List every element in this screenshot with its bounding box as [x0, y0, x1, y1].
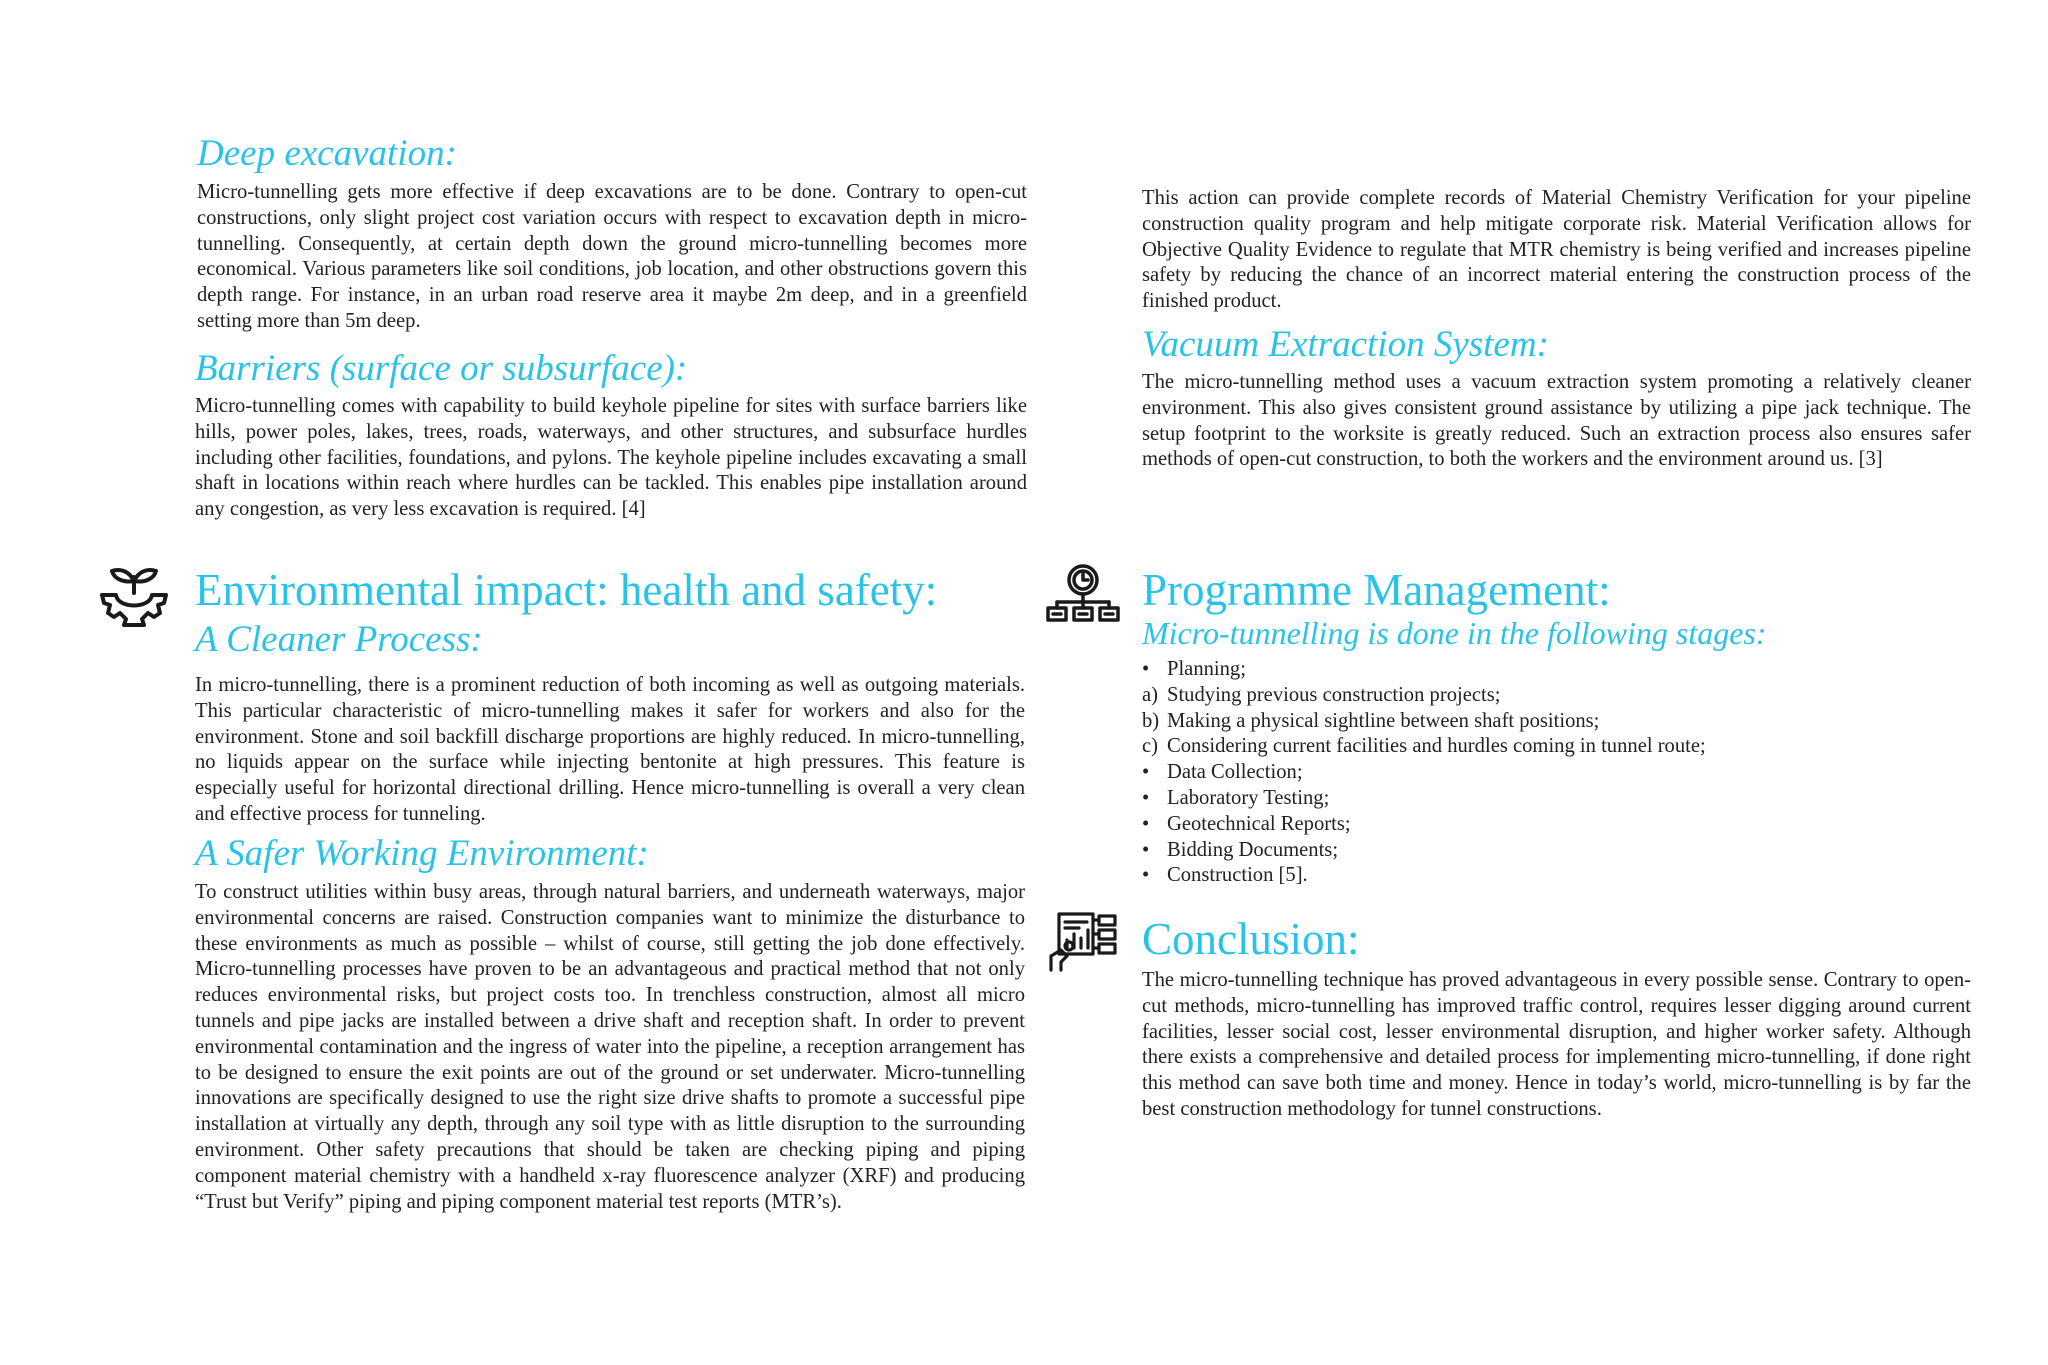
list-item: • Data Collection; [1142, 761, 1303, 784]
programme-management-heading: Programme Management: [1142, 565, 1611, 615]
report-analysis-icon [1047, 910, 1121, 976]
intro-text: This action can provide complete records of Material Chemistry Verification for your pipeline construction quality program and help mitigate corporate risk. Material Verification allows for Objective Quality Evidence to regulate that MTR chemistry is being verified and increases pipeline safety by reducing the chance of an incorrect material entering the construction process of the finished product. [1142, 187, 1971, 313]
list-item: • Planning; [1142, 658, 1246, 680]
list-item: • Geotechnical Reports; [1142, 812, 1351, 835]
section-barriers [195, 347, 1027, 523]
safer-environment-heading: A Safer Working Environment: [195, 833, 649, 874]
list-item: c) Considering current facilities and hurdles coming in tunnel route; [1142, 735, 1706, 758]
section-environmental [195, 564, 1025, 616]
safer-environment-text: To construct utilities within busy areas, through natural barriers, and underneath waterways, major environmental concerns are raised. Construction companies want to minimize the disturbance to these environments as much as possible – whilst of course, still getting the job done effectively. Micro-tunnelling processes have proven to be an advantageous and practical method that not only reduces environmental risks, but project costs too. In trenchless construction, almost all micro tunnels and pipe jacks are installed between a drive shaft and reception shaft. In order to prevent environmental contamination and the ingress of water into the pipeline, a reception arrangement has to be designed to ensure the exit points are out of the ground or set underwater. Micro-tunnelling innovations are specifically designed to use the right size drive shafts to promote a successful pipe installation at virtually any depth, through any soil type with as little disruption to the surrounding environment. Other safety precautions that should be taken are checking piping and piping component material chemistry with a handheld x-ray fluorescence analyzer (XRF) and producing “Trust but Verify” piping and piping component material test reports (MTR’s). [195, 881, 1025, 1213]
deep-excavation-heading: Deep excavation: [197, 133, 457, 174]
list-item: • Bidding Documents; [1142, 838, 1339, 861]
section-cleaner-process [195, 618, 1025, 828]
stages-list [1142, 657, 1971, 889]
conclusion-text: The micro-tunnelling technique has proved advantageous in every possible sense. Contrary to open-cut methods, micro-tunnelling has improved traffic control, requires lesser digging around current facilities, lesser social cost, lesser environmental disruption, and higher worker safety. Although there exists a comprehensive and detailed process for implementing micro-tunnelling, if done right this method can save both time and money. Hence in today’s world, micro-tunnelling is by far the best construction methodology for tunnel constructions. [1142, 969, 1971, 1120]
list-item: • Laboratory Testing; [1142, 786, 1330, 809]
section-programme-management [1142, 564, 1971, 889]
deep-excavation-text: Micro-tunnelling gets more effective if deep excavations are to be done. Contrary to open-cut constructions, only slight project cost variation occurs with respect to excavation depth in micro-tunnelling. Consequently, at certain depth down the ground micro-tunnelling becomes more economical. Various parameters like soil conditions, job location, and other obstructions govern this depth range. For instance, in an urban road reserve area it maybe 2m deep, and in a greenfield setting more than 5m deep. [197, 181, 1027, 332]
section-safer-environment [195, 832, 1025, 1215]
list-item: b) Making a physical sightline between shaft positions; [1142, 709, 1600, 732]
barriers-text: Micro-tunnelling comes with capability to build keyhole pipeline for sites with surface barriers like hills, power poles, lakes, trees, roads, waterways, and other structures, and subsurface hurdles including other facilities, foundations, and pylons. The keyhole pipeline includes excavating a small shaft in locations within reach where hurdles can be tackled. This enables pipe installation around any congestion, as very less excavation is required. [4] [195, 395, 1027, 521]
environmental-heading: Environmental impact: health and safety: [195, 565, 938, 615]
clock-hierarchy-icon [1045, 562, 1121, 624]
list-item: • Construction [5]. [1142, 864, 1308, 887]
conclusion-heading: Conclusion: [1142, 914, 1360, 964]
list-item: a) Studying previous construction projects; [1142, 683, 1501, 706]
vacuum-extraction-heading: Vacuum Extraction System: [1142, 324, 1549, 365]
section-intro [1142, 186, 1971, 315]
programme-stages-subheading: Micro-tunnelling is done in the following stages: [1142, 615, 1767, 651]
cleaner-process-text: In micro-tunnelling, there is a prominent reduction of both incoming as well as outgoing materials. This particular characteristic of micro-tunnelling makes it safer for workers and also for the environment. Stone and soil backfill discharge proportions are highly reduced. In micro-tunnelling, no liquids appear on the surface while injecting bentonite at high pressures. This feature is especially useful for horizontal directional drilling. Hence micro-tunnelling is overall a very clean and effective process for tunneling. [195, 674, 1025, 825]
section-deep-excavation [197, 132, 1027, 335]
section-conclusion [1142, 913, 1971, 1123]
cleaner-process-heading: A Cleaner Process: [195, 619, 483, 660]
plant-gear-icon [94, 563, 174, 631]
barriers-heading: Barriers (surface or subsurface): [195, 348, 688, 389]
vacuum-extraction-text: The micro-tunnelling method uses a vacuum extraction system promoting a relatively cleaner environment. This also gives consistent ground assistance by utilizing a pipe jack technique. The setup footprint to the worksite is greatly reduced. Such an extraction process also ensures safer methods of open-cut construction, to both the workers and the environment around us. [3] [1142, 371, 1971, 471]
section-vacuum-extraction [1142, 323, 1971, 473]
